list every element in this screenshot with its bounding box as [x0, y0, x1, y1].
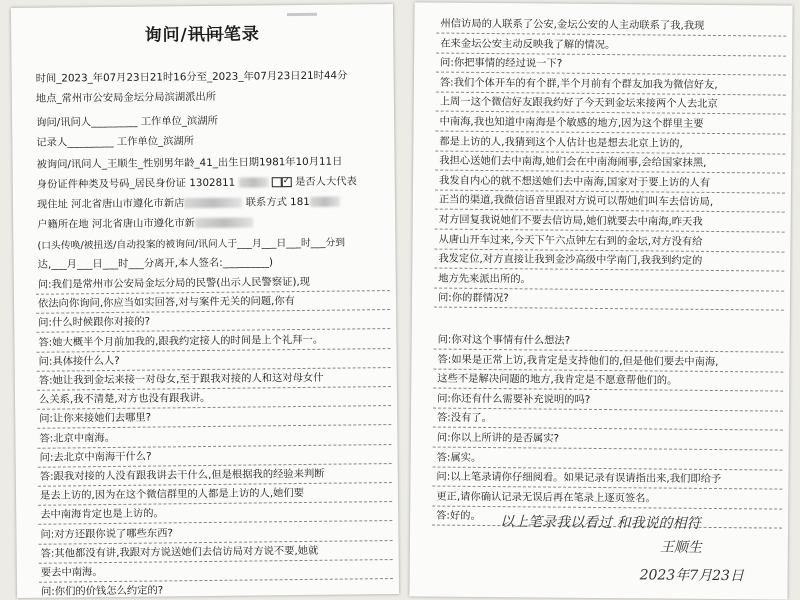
- qa-line: 我发定位,对方直接让我到金沙高级中学南门,我我到约定的: [438, 252, 703, 268]
- id-text: 身份证件种类及号码_居民身份证 1302811: [36, 176, 236, 191]
- qa-line: 我担心送她们去中南海,她们会在中南海闹事,会给国家抹黑,: [439, 154, 707, 170]
- qa-line: 地方先来派出所的。: [438, 272, 531, 286]
- location-line: 地点_常州市公安局金坛分局滨湖派出所: [35, 90, 217, 105]
- title-strike: 讯问: [187, 24, 224, 46]
- qa-line: 答:北京中南海。: [39, 431, 116, 445]
- qa-line: 正当的渠道,我微信语音里跟对方说可以帮她们叫车去信访局,: [438, 193, 714, 209]
- qa-line: 从唐山开车过来,今天下午六点钟左右到的金坛,对方没有给: [438, 233, 703, 248]
- subject-line: 被询问/讯问人_王顺生_性别男年龄_41_出生日期1981年10月11日: [36, 155, 343, 171]
- residence-text: 现住址 河北省唐山市遵化市新店: [36, 197, 185, 211]
- qa-line: 都是上访的人,我猜到这个人估计也是想去北京上访的,: [439, 135, 683, 150]
- id-line: [37, 174, 385, 192]
- qa-line: 问:你的群情况?: [437, 291, 509, 305]
- inquiry-line: (口头传唤/被扭送/自动投案的被询问/讯问人于___月___日___时___分到: [37, 237, 346, 252]
- record-page-2: [409, 2, 792, 599]
- rep-label: 是否人大代表: [294, 175, 357, 189]
- handwritten-signature: 王顺生: [659, 539, 702, 556]
- time-line: 时间_2023_年07月23日21时16分至_2023_年07月23日21时44分: [35, 69, 348, 85]
- handwritten-confirmation: 以上笔录我以看过 和我说的相符: [499, 514, 701, 532]
- qa-line: 问:让你来接她们去哪里?: [39, 411, 152, 426]
- qa-line: 答:其他都没有讲,我跟对方说送她们去信访局对方说不要,她就: [40, 544, 319, 560]
- handwritten-date: 2023年7月23日: [639, 567, 745, 585]
- qa-line: 问:什么时候跟你对接的?: [38, 315, 151, 330]
- staple-mark: [287, 13, 317, 16]
- qa-line: 答:如果是正常上访,我肯定是支持他们的,但是他们要去中南海,: [437, 353, 719, 368]
- qa-line: 在来金坛公安主动反映我了解的情况。: [440, 37, 616, 51]
- qa-line: 问:去北京中南海干什么?: [39, 450, 152, 464]
- checkbox-no: [272, 177, 282, 187]
- qa-line: 答:跟我对接的人没有跟我讲去干什么,但是根据我的经验来判断: [39, 467, 325, 483]
- redacted-household: [195, 217, 253, 228]
- qa-line: 么关系,我不清楚,对方也没有跟我讲。: [38, 392, 211, 406]
- residence-line: [37, 194, 385, 212]
- qa-line: 这些不是解决问题的地方,我肯定是不愿意帮他们的。: [437, 372, 678, 387]
- qa-line: 答:没有了。: [436, 411, 492, 425]
- qa-line: 问:你以上所讲的是否属实?: [436, 431, 560, 445]
- qa-line: 问:你还有什么需要补充说明的吗?: [437, 392, 591, 406]
- title-suffix: 笔录: [223, 24, 260, 45]
- redacted-phone: [310, 197, 340, 207]
- qa-line: 去中南海肯定也是上访的。: [40, 507, 164, 522]
- qa-line: 答:她大概半个月前加我的,跟我约定接人的时间是上个礼拜一。: [38, 333, 324, 349]
- arrival-line: 达,___月___日___时___分离开,本人签名:_________): [37, 256, 274, 271]
- qa-line: 是去上访的,因为在这个微信群里的人都是上访的人,她们要: [39, 487, 305, 502]
- redacted-id: [238, 177, 268, 187]
- qa-line: 我发自内心的就不想送她们去中南海,国家对于要上访的人有: [438, 174, 711, 189]
- record-page-1: [11, 4, 399, 598]
- page-title: [11, 18, 393, 47]
- household-line: [37, 214, 385, 232]
- qa-line: 答:属实。: [436, 451, 482, 464]
- qa-line: 上周一这个微信好友跟我约好了今天到金坛来接两个人去北京: [439, 95, 718, 111]
- qa-line: 中南海,我也知道中南海是个敏感的地方,因为这个群里主要: [439, 115, 704, 130]
- qa-line: 依法向你询问,你应当如实回答,对与案件无关的问题,你有: [37, 295, 296, 310]
- redacted-address: [184, 198, 242, 209]
- qa-line: 州信访局的人联系了公安,金坛公安的人主动联系了我,我现: [440, 17, 705, 32]
- title-prefix: 询问/: [144, 25, 188, 46]
- recorder-line: 记录人_________ 工作单位_滨湖所: [36, 135, 195, 149]
- qa-line: 更正,请你确认记录无误后再在笔录上逐页签名。: [436, 490, 656, 505]
- qa-line: 答:我们个体开车的有个群,半个月前有个群友加我为微信好友,: [439, 76, 718, 91]
- qa-line: 问:对方还跟你说了哪些东西?: [40, 526, 173, 541]
- qa-line: 问:以上笔录请你仔细阅看。如果记录有误请指出来,我们即给予: [436, 470, 722, 486]
- contact-text: 联系方式 181: [245, 195, 310, 209]
- qa-line: 问:我们是常州市公安局金坛分局的民警(出示人民警察证),现: [37, 275, 311, 291]
- qa-line: 问:你对这个事情有什么想法?: [437, 333, 571, 347]
- checkbox-yes: [282, 177, 292, 187]
- qa-line: 问:具体接什么人?: [38, 354, 120, 368]
- interrogator-line: 询问/讯问人_________ 工作单位_滨湖所: [36, 114, 218, 129]
- qa-line: 答:她让我到金坛来接一对母女,至于跟我对接的人和这对母女什: [38, 371, 324, 387]
- qa-line: 答:好的。: [436, 509, 481, 523]
- qa-line: 问:你们的价钱怎么约定的?: [40, 584, 164, 598]
- household-text: 户籍所在地 河北省唐山市遵化市新: [37, 217, 195, 231]
- qa-line: 要去中南海。: [40, 566, 103, 579]
- qa-line: 对方回复我说她们不要去信访局,她们就要去中南海,昨天我: [438, 213, 703, 228]
- ruled-line: [39, 597, 393, 598]
- qa-line: 问:你把事情的经过说一下?: [440, 56, 563, 70]
